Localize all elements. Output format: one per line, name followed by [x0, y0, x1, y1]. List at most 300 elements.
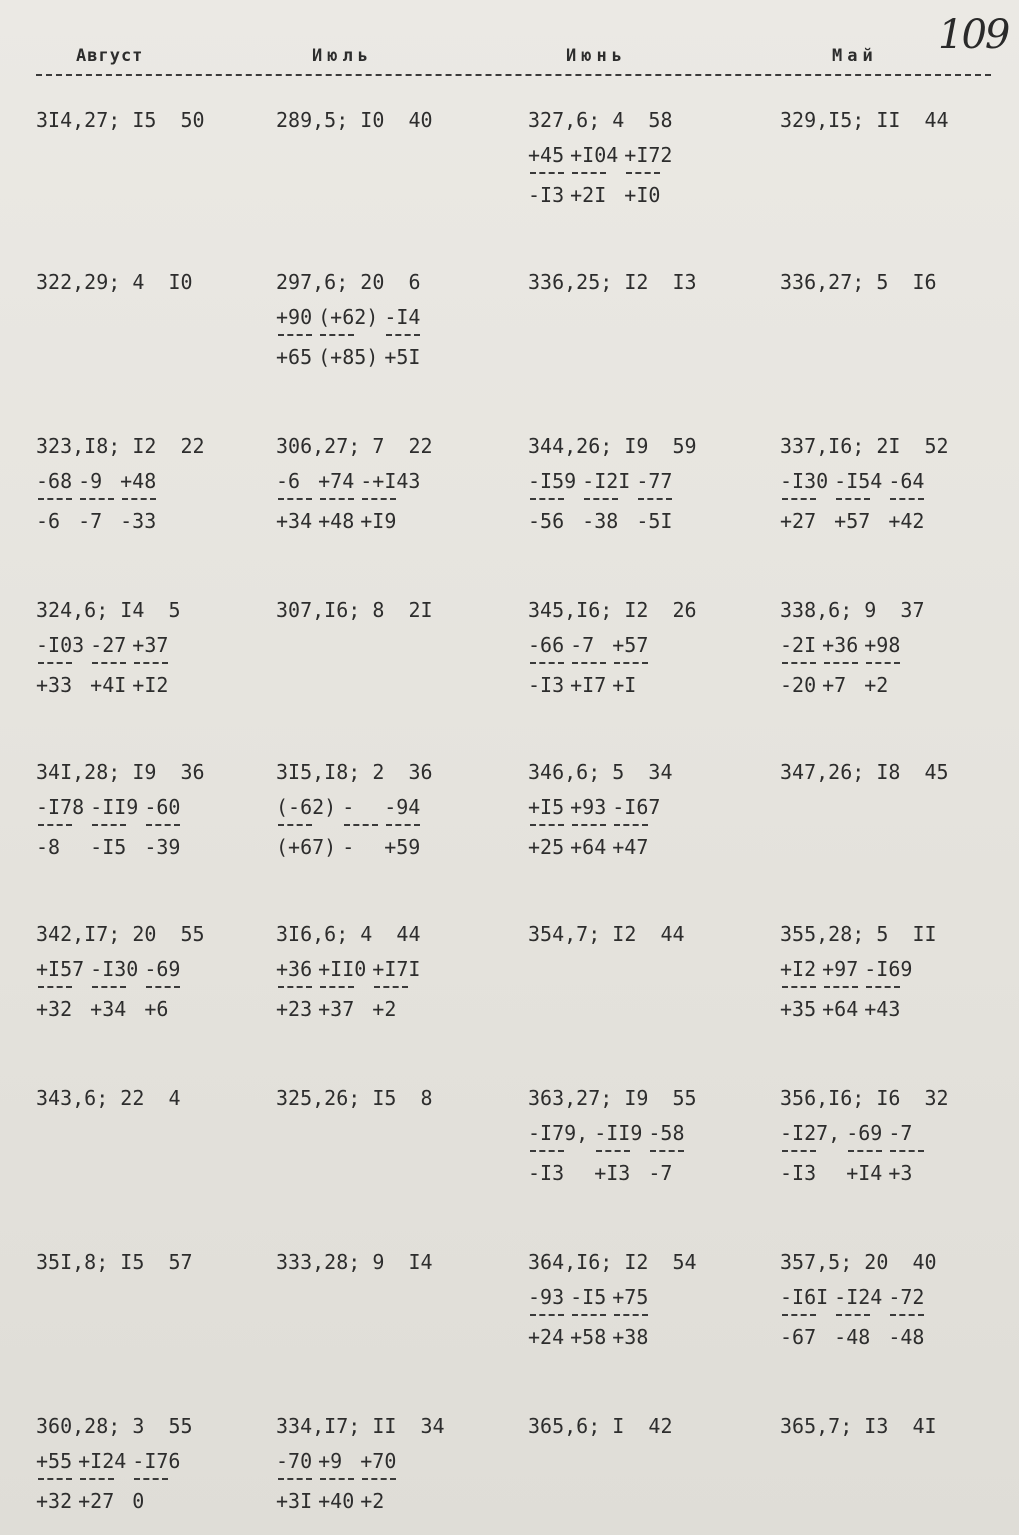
entry-cell [36, 1078, 286, 1118]
fraction-numerator: -I67 [612, 795, 661, 819]
fraction-numerator: -I24 [834, 1285, 883, 1309]
entry-heading: 365,7; I3 4I [780, 1414, 937, 1438]
fraction-group [528, 1282, 778, 1352]
fraction [528, 466, 576, 536]
fraction-dashes [278, 498, 312, 500]
fraction-numerator: -II9 [594, 1121, 643, 1145]
fraction-numerator: -II9 [90, 795, 139, 819]
entry-heading: 3I4,27; I5 50 [36, 108, 205, 132]
fraction-numerator: -68 [36, 469, 73, 493]
entry-cell [780, 426, 1019, 536]
fraction-numerator: -60 [144, 795, 181, 819]
fraction [78, 1446, 126, 1516]
fraction [888, 1282, 924, 1352]
entry-heading: 343,6; 22 4 [36, 1086, 181, 1110]
fraction-dashes [638, 498, 672, 500]
fraction-dashes [92, 986, 126, 988]
entry-heading: 345,I6; I2 26 [528, 598, 697, 622]
fraction [36, 792, 84, 862]
entry-heading: 342,I7; 20 55 [36, 922, 205, 946]
fraction-numerator: -I30 [90, 957, 139, 981]
entry-heading: 347,26; I8 45 [780, 760, 949, 784]
fraction-dashes [782, 1150, 816, 1152]
fraction-dashes [824, 662, 858, 664]
fraction [342, 792, 378, 862]
fraction [834, 466, 882, 536]
fraction-denominator: -38 [582, 509, 619, 533]
fraction-numerator: -27 [90, 633, 127, 657]
fraction [624, 140, 672, 210]
entry-heading: 337,I6; 2I 52 [780, 434, 949, 458]
fraction [888, 466, 924, 536]
fraction-numerator: -72 [888, 1285, 925, 1309]
fraction-denominator: +6 [144, 997, 169, 1021]
entry-heading: 365,6; I 42 [528, 1414, 673, 1438]
fraction-dashes [92, 824, 126, 826]
fraction-dashes [890, 1314, 924, 1316]
fraction [780, 1118, 840, 1188]
fraction-numerator: +I04 [570, 143, 619, 167]
fraction-dashes [386, 824, 420, 826]
fraction-denominator: +33 [36, 673, 73, 697]
fraction [36, 954, 84, 1024]
fraction-group [36, 954, 286, 1024]
entry-heading: 327,6; 4 58 [528, 108, 673, 132]
fraction-denominator: +37 [318, 997, 355, 1021]
fraction [780, 466, 828, 536]
fraction-numerator: +I72 [624, 143, 673, 167]
entry-cell [780, 752, 1019, 792]
fraction-dashes [824, 986, 858, 988]
fraction [318, 954, 366, 1024]
fraction-numerator: -I27, [780, 1121, 841, 1145]
fraction [144, 792, 180, 862]
fraction-numerator: (+62) [318, 305, 379, 329]
fraction [276, 1446, 312, 1516]
fraction-denominator: +2I [570, 183, 607, 207]
fraction-denominator: +65 [276, 345, 313, 369]
fraction-numerator: -I79, [528, 1121, 589, 1145]
fraction-dashes [782, 986, 816, 988]
entry-cell [528, 914, 778, 954]
entry-heading: 297,6; 20 6 [276, 270, 421, 294]
fraction-numerator: -9 [78, 469, 103, 493]
fraction-denominator: +I3 [594, 1161, 631, 1185]
fraction [384, 792, 420, 862]
fraction [612, 792, 660, 862]
fraction-dashes [836, 1314, 870, 1316]
fraction-numerator: -58 [648, 1121, 685, 1145]
fraction-denominator: (+67) [276, 835, 337, 859]
fraction-denominator: +42 [888, 509, 925, 533]
fraction-dashes [782, 1314, 816, 1316]
fraction [612, 1282, 648, 1352]
fraction-denominator: +23 [276, 997, 313, 1021]
fraction-dashes [320, 986, 354, 988]
entry-heading: 346,6; 5 34 [528, 760, 673, 784]
fraction-dashes [278, 824, 312, 826]
fraction-numerator: -6 [276, 469, 301, 493]
entry-heading: 334,I7; II 34 [276, 1414, 445, 1438]
fraction-dashes [278, 1478, 312, 1480]
fraction-group [36, 630, 286, 700]
fraction [570, 140, 618, 210]
entry-cell [276, 1406, 526, 1516]
fraction-denominator: +I4 [846, 1161, 883, 1185]
fraction-group [36, 1446, 286, 1516]
fraction-denominator: +I [612, 673, 637, 697]
entry-cell [780, 100, 1019, 140]
month-july: Июль [312, 46, 373, 66]
fraction-dashes [134, 1478, 168, 1480]
fraction-dashes [836, 498, 870, 500]
entry-cell [780, 1078, 1019, 1188]
fraction-dashes [572, 824, 606, 826]
entry-heading: 360,28; 3 55 [36, 1414, 193, 1438]
fraction-numerator: +I7I [372, 957, 421, 981]
fraction-denominator: +48 [318, 509, 355, 533]
fraction-dashes [530, 824, 564, 826]
entry-cell [780, 590, 1019, 700]
fraction-dashes [92, 662, 126, 664]
fraction-dashes [80, 1478, 114, 1480]
fraction-numerator: +I57 [36, 957, 85, 981]
fraction [360, 1446, 396, 1516]
fraction-group [276, 302, 526, 372]
fraction-denominator: +4I [90, 673, 127, 697]
month-august: Август [76, 46, 144, 66]
fraction-denominator: -I3 [528, 673, 565, 697]
fraction-group [276, 954, 526, 1024]
fraction-group [780, 630, 1019, 700]
entry-heading: 336,27; 5 I6 [780, 270, 937, 294]
fraction-dashes [38, 498, 72, 500]
entry-heading: 364,I6; I2 54 [528, 1250, 697, 1274]
fraction-denominator: -7 [648, 1161, 673, 1185]
fraction-denominator: +I7 [570, 673, 607, 697]
fraction-denominator: +64 [570, 835, 607, 859]
fraction-denominator: - [342, 835, 355, 859]
fraction-denominator: -7 [78, 509, 103, 533]
entry-cell [36, 914, 286, 1024]
fraction-numerator: (-62) [276, 795, 337, 819]
fraction-denominator: 0 [132, 1489, 145, 1513]
fraction-group [780, 1282, 1019, 1352]
fraction-dashes [320, 1478, 354, 1480]
fraction-numerator: -I30 [780, 469, 829, 493]
fraction-numerator: +70 [360, 1449, 397, 1473]
entry-cell [528, 1078, 778, 1188]
fraction-numerator: -7 [888, 1121, 913, 1145]
fraction-denominator: +24 [528, 1325, 565, 1349]
fraction-dashes [530, 1314, 564, 1316]
fraction-denominator: +7 [822, 673, 847, 697]
entry-heading: 322,29; 4 I0 [36, 270, 193, 294]
fraction-denominator: +64 [822, 997, 859, 1021]
fraction-dashes [572, 1314, 606, 1316]
entry-cell [528, 100, 778, 210]
fraction [636, 466, 672, 536]
fraction-numerator: -77 [636, 469, 673, 493]
fraction [276, 954, 312, 1024]
fraction [90, 954, 138, 1024]
fraction [822, 954, 858, 1024]
fraction-numerator: -2I [780, 633, 817, 657]
entry-heading: 355,28; 5 II [780, 922, 937, 946]
fraction-denominator: -48 [888, 1325, 925, 1349]
fraction-denominator: -39 [144, 835, 181, 859]
fraction-denominator: +25 [528, 835, 565, 859]
entry-cell [276, 590, 526, 630]
fraction-numerator: +9 [318, 1449, 343, 1473]
entry-heading: 307,I6; 8 2I [276, 598, 433, 622]
entry-heading: 3I6,6; 4 44 [276, 922, 421, 946]
fraction [528, 140, 564, 210]
fraction-numerator: +55 [36, 1449, 73, 1473]
entry-heading: 323,I8; I2 22 [36, 434, 205, 458]
fraction-numerator: -64 [888, 469, 925, 493]
fraction-denominator: (+85) [318, 345, 379, 369]
fraction [276, 302, 312, 372]
entry-heading: 325,26; I5 8 [276, 1086, 433, 1110]
entry-heading: 363,27; I9 55 [528, 1086, 697, 1110]
fraction-dashes [38, 824, 72, 826]
fraction-group [36, 466, 286, 536]
entry-cell [276, 752, 526, 862]
entry-heading: 344,26; I9 59 [528, 434, 697, 458]
fraction-denominator: -20 [780, 673, 817, 697]
page-number: 109 [938, 12, 1009, 58]
fraction-numerator: -I78 [36, 795, 85, 819]
fraction-dashes [890, 1150, 924, 1152]
fraction-dashes [866, 662, 900, 664]
fraction-dashes [38, 1478, 72, 1480]
fraction-dashes [362, 498, 396, 500]
fraction-denominator: -48 [834, 1325, 871, 1349]
fraction [90, 792, 138, 862]
fraction-denominator: +40 [318, 1489, 355, 1513]
fraction-group [528, 140, 778, 210]
entry-heading: 329,I5; II 44 [780, 108, 949, 132]
entry-heading: 35I,8; I5 57 [36, 1250, 193, 1274]
entry-cell [276, 1242, 526, 1282]
fraction-numerator: +I24 [78, 1449, 127, 1473]
fraction [372, 954, 420, 1024]
fraction-numerator: -66 [528, 633, 565, 657]
fraction-denominator: +I0 [624, 183, 661, 207]
fraction-denominator: -6 [36, 509, 61, 533]
fraction [612, 630, 648, 700]
fraction-dashes [320, 498, 354, 500]
fraction-dashes [38, 986, 72, 988]
fraction [648, 1118, 684, 1188]
fraction-group [276, 466, 526, 536]
fraction-dashes [374, 986, 408, 988]
fraction-numerator: -I5 [570, 1285, 607, 1309]
entry-cell [36, 1242, 286, 1282]
fraction-numerator: -93 [528, 1285, 565, 1309]
entry-cell [780, 1406, 1019, 1446]
fraction-numerator: +93 [570, 795, 607, 819]
fraction [276, 792, 336, 862]
fraction-denominator: +34 [276, 509, 313, 533]
fraction-numerator: -I03 [36, 633, 85, 657]
fraction-numerator: -I76 [132, 1449, 181, 1473]
fraction-dashes [572, 172, 606, 174]
fraction-dashes [596, 1150, 630, 1152]
fraction-numerator: - [342, 795, 355, 819]
fraction-dashes [584, 498, 618, 500]
fraction [318, 1446, 354, 1516]
fraction-numerator: +98 [864, 633, 901, 657]
fraction-numerator: +97 [822, 957, 859, 981]
fraction-dashes [278, 334, 312, 336]
fraction [570, 792, 606, 862]
fraction [780, 630, 816, 700]
fraction [36, 630, 84, 700]
entry-cell [36, 590, 286, 700]
fraction-numerator: +I2 [780, 957, 817, 981]
entry-cell [276, 100, 526, 140]
fraction-group [528, 1118, 778, 1188]
fraction-dashes [146, 986, 180, 988]
fraction-dashes [890, 498, 924, 500]
fraction-dashes [782, 498, 816, 500]
entry-cell [780, 262, 1019, 302]
fraction [780, 1282, 828, 1352]
fraction-denominator: +57 [834, 509, 871, 533]
fraction-numerator: +74 [318, 469, 355, 493]
fraction-denominator: -I5 [90, 835, 127, 859]
fraction-group [36, 792, 286, 862]
fraction [144, 954, 180, 1024]
fraction-dashes [614, 824, 648, 826]
fraction-group [528, 466, 778, 536]
fraction [888, 1118, 924, 1188]
fraction-denominator: -67 [780, 1325, 817, 1349]
fraction-dashes [530, 662, 564, 664]
fraction-denominator: +27 [78, 1489, 115, 1513]
entry-cell [528, 590, 778, 700]
fraction [780, 954, 816, 1024]
fraction [528, 630, 564, 700]
fraction [36, 466, 72, 536]
fraction-group [528, 792, 778, 862]
entry-cell [780, 1242, 1019, 1352]
fraction-numerator: +36 [822, 633, 859, 657]
fraction-denominator: +2 [864, 673, 889, 697]
fraction-dashes [146, 824, 180, 826]
entry-cell [276, 1078, 526, 1118]
entry-cell [528, 752, 778, 862]
fraction-dashes [386, 334, 420, 336]
fraction-denominator: +2 [360, 1489, 385, 1513]
fraction-denominator: +3 [888, 1161, 913, 1185]
fraction-denominator: +I9 [360, 509, 397, 533]
fraction [120, 466, 156, 536]
fraction-dashes [572, 662, 606, 664]
fraction-dashes [848, 1150, 882, 1152]
fraction-denominator: -56 [528, 509, 565, 533]
entry-heading: 34I,28; I9 36 [36, 760, 205, 784]
fraction-group [780, 954, 1019, 1024]
fraction-denominator: -I3 [528, 183, 565, 207]
fraction-dashes [614, 662, 648, 664]
fraction-denominator: -5I [636, 509, 673, 533]
fraction-denominator: -I3 [780, 1161, 817, 1185]
fraction [846, 1118, 882, 1188]
fraction-denominator: +2 [372, 997, 397, 1021]
entry-heading: 357,5; 20 40 [780, 1250, 937, 1274]
fraction-dashes [866, 986, 900, 988]
fraction [318, 466, 354, 536]
fraction-numerator: -69 [144, 957, 181, 981]
fraction-numerator: +II0 [318, 957, 367, 981]
fraction-denominator: +47 [612, 835, 649, 859]
fraction-dashes [80, 498, 114, 500]
fraction-numerator: +57 [612, 633, 649, 657]
fraction-group [276, 792, 526, 862]
entry-cell [36, 1406, 286, 1516]
fraction-group [780, 1118, 1019, 1188]
entry-heading: 324,6; I4 5 [36, 598, 181, 622]
fraction-numerator: -I54 [834, 469, 883, 493]
fraction-numerator: +37 [132, 633, 169, 657]
entry-cell [276, 914, 526, 1024]
fraction [36, 1446, 72, 1516]
fraction-numerator: -+I43 [360, 469, 421, 493]
fraction-denominator: +32 [36, 1489, 73, 1513]
fraction [822, 630, 858, 700]
entry-heading: 289,5; I0 40 [276, 108, 433, 132]
fraction [570, 1282, 606, 1352]
fraction-dashes [650, 1150, 684, 1152]
fraction-denominator: +I2 [132, 673, 169, 697]
fraction [582, 466, 630, 536]
entry-cell [36, 262, 286, 302]
fraction-group [780, 466, 1019, 536]
entry-cell [528, 262, 778, 302]
month-may: Май [832, 46, 878, 66]
fraction [132, 630, 168, 700]
fraction-denominator: +5I [384, 345, 421, 369]
entry-heading: 336,25; I2 I3 [528, 270, 697, 294]
fraction-denominator: +32 [36, 997, 73, 1021]
entry-cell [276, 262, 526, 372]
fraction [864, 630, 900, 700]
fraction-denominator: +35 [780, 997, 817, 1021]
fraction-denominator: +3I [276, 1489, 313, 1513]
entry-cell [528, 426, 778, 536]
fraction-dashes [344, 824, 378, 826]
fraction-dashes [530, 172, 564, 174]
fraction-numerator: +45 [528, 143, 565, 167]
fraction-dashes [278, 986, 312, 988]
fraction-dashes [134, 662, 168, 664]
fraction-denominator: +58 [570, 1325, 607, 1349]
entry-heading: 333,28; 9 I4 [276, 1250, 433, 1274]
fraction-denominator: +27 [780, 509, 817, 533]
fraction-numerator: -I59 [528, 469, 577, 493]
fraction-denominator: +59 [384, 835, 421, 859]
fraction-dashes [530, 498, 564, 500]
fraction [594, 1118, 642, 1188]
entry-cell [528, 1406, 778, 1446]
fraction-dashes [122, 498, 156, 500]
fraction-numerator: +75 [612, 1285, 649, 1309]
fraction-numerator: -94 [384, 795, 421, 819]
fraction-numerator: -I2I [582, 469, 631, 493]
